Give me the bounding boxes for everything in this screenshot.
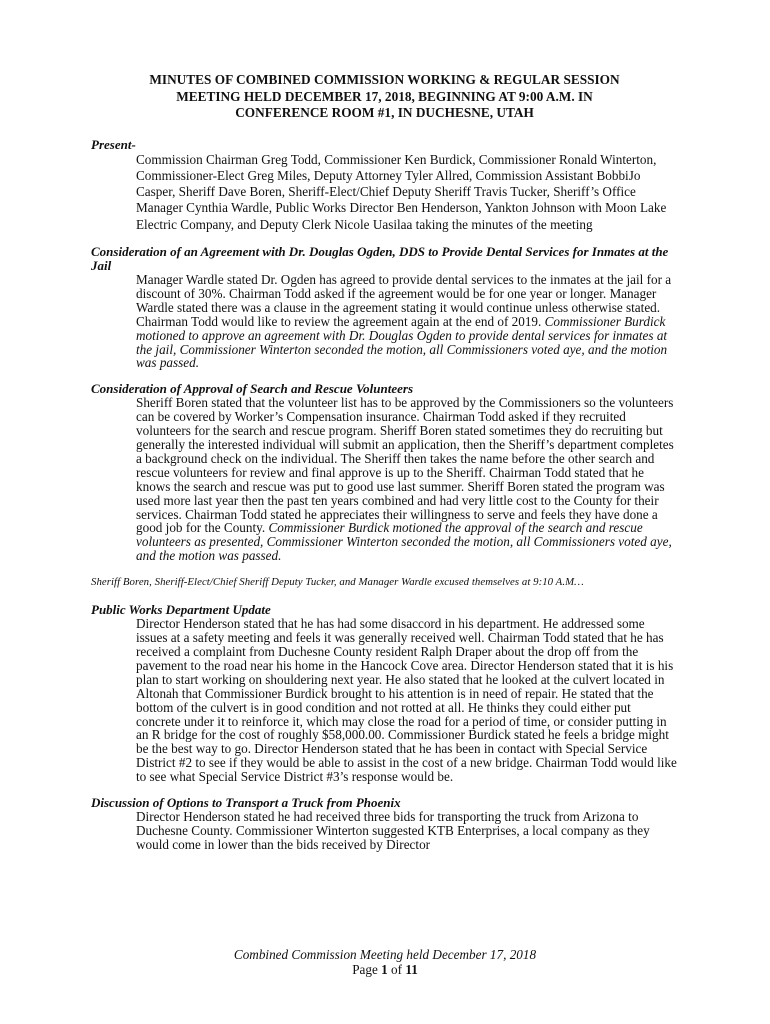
- page-total: 11: [405, 961, 418, 977]
- title-line-3: CONFERENCE ROOM #1, IN DUCHESNE, UTAH: [235, 105, 534, 120]
- excused-note: Sheriff Boren, Sheriff-Elect/Chief Sheriff Deputy Tucker, and Manager Wardle excused themselves at 9:10 A.M…: [91, 576, 584, 589]
- present-text: Commission Chairman Greg Todd, Commissioner Ken Burdick, Commissioner Ronald Winterton, Commissioner-Elect Greg Miles, Deputy Attorney Tyler Allred, Commission Assistant BobbiJo Casper, Sheriff Dave Boren, Sheriff-Elect/Chief Deputy Sheriff Travis Tucker, Sheriff’s Office Manager Cynthia Wardle, Public Works Director Ben Henderson, Yankton Johnson with Moon Lake Electric Company, and Deputy Clerk Nicole Uasilaa taking the minutes of the meeting: [136, 151, 667, 232]
- page-number-line: [0, 963, 770, 978]
- title-line-2: MEETING HELD DECEMBER 17, 2018, BEGINNING AT 9:00 A.M. IN: [176, 88, 593, 104]
- search-rescue-text: [136, 396, 678, 563]
- dental-agreement-discussion: Manager Wardle stated Dr. Ogden has agreed to provide dental services to the inmates at the jail for a discount of 30%. Chairman Todd asked if the agreement would be for one year or longer. Manager Wardle stated there was a clause in the agreement stating it would continue unless otherwise stated. Chairman Todd would like to review the agreement again at the end of 2019.: [136, 271, 672, 329]
- page-number: 1: [381, 961, 388, 977]
- dental-agreement-text: [136, 273, 678, 370]
- public-works-text: Director Henderson stated that he has had some disaccord in his department. He addressed some issues at a safety meeting and feels it was generally received well. Chairman Todd stated that he has received a complaint from Duchesne County resident Ralph Draper about the drop off from the pavement to the road near his home in the Hancock Cove area. Director Henderson stated that it is his plan to start working on shouldering next year. He also stated that he looked at the culvert located in Altonah that Commissioner Burdick brought to his attention is in need of repair. He stated that the bottom of the culvert is in good condition and not rotted at all. He thinks they could either put concrete under it to reinforce it, which may close the road for a period of time, or consider putting in an R bridge for the cost of roughly $58,000.00. Commissioner Burdick stated he feels a bridge might be the best way to go. Director Henderson stated that he has been in contact with Special Service District #2 to see if they would be able to assist in the cost of a new bridge. Chairman Todd would like to see what Special Service District #3’s response would be.: [136, 616, 677, 785]
- truck-transport-section: [91, 796, 678, 852]
- dental-agreement-heading: Consideration of an Agreement with Dr. Douglas Ogden, DDS to Provide Dental Services for Inmates at the Jail: [91, 243, 669, 273]
- footer-title: Combined Commission Meeting held December 17, 2018: [233, 947, 537, 962]
- search-rescue-section: [91, 382, 678, 563]
- public-works-heading: Public Works Department Update: [91, 602, 271, 618]
- search-rescue-discussion: Sheriff Boren stated that the volunteer list has to be approved by the Commissioners so the volunteers can be covered by Worker’s Compensation insurance. Chairman Todd asked if they recruited volunteers for the search and rescue program. Sheriff Boren stated sometimes they do recruiting but generally the interested individual will submit an application, then the Sheriff’s department completes a background check on the individual. The Sheriff then takes the name before the other search and rescue volunteers for review and final approve is up to the Sheriff. Chairman Todd stated that he knows the search and rescue was put to good use last summer. Sheriff Boren stated the program was used more last year then the past ten years combined and had very little cost to the County for their services. Chairman Todd stated he appreciates their willingness to serve and feels they have done a good job for the County.: [136, 395, 674, 536]
- dental-agreement-motion: Commissioner Burdick motioned to approve an agreement with Dr. Douglas Ogden to provide dental services for inmates at the jail, Commissioner Winterton seconded the motion, all Commissioners voted aye, and the motion was passed.: [136, 313, 668, 371]
- search-rescue-motion: Commissioner Burdick motioned the approval of the search and rescue volunteers as presented, Commissioner Winterton seconded the motion, all Commissioners voted aye, and the motion was passed.: [136, 520, 672, 564]
- search-rescue-heading: Consideration of Approval of Search and Rescue Volunteers: [91, 381, 414, 397]
- dental-agreement-section: [91, 245, 678, 370]
- document-title: [91, 72, 678, 122]
- public-works-section: [91, 603, 678, 784]
- page-prefix: Page: [352, 961, 382, 977]
- truck-transport-heading: Discussion of Options to Transport a Truck from Phoenix: [91, 795, 401, 811]
- present-section: [91, 138, 678, 233]
- page-footer: [0, 948, 770, 977]
- page-of: of: [387, 961, 406, 977]
- title-line-1: MINUTES OF COMBINED COMMISSION WORKING & REGULAR SESSION: [149, 72, 620, 87]
- present-heading: Present-: [91, 136, 136, 152]
- truck-transport-text: Director Henderson stated he had received three bids for transporting the truck from Arizona to Duchesne County. Commissioner Winterton suggested KTB Enterprises, a local company as they would come in lower than the bids received by Director: [136, 809, 650, 852]
